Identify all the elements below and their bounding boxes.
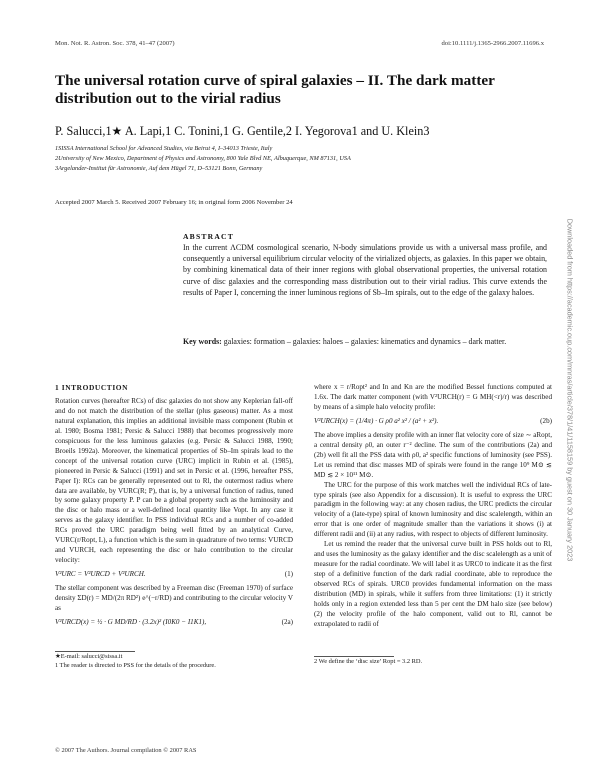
footnotes-left	[55, 651, 293, 670]
footnote-2: 2 We define the ‘disc size’ Ropt = 3.2 RD.	[314, 658, 423, 665]
footnote-1: 1 The reader is directed to PSS for the details of the procedure.	[55, 662, 216, 669]
section-heading: 1 INTRODUCTION	[55, 383, 129, 392]
affiliations	[55, 144, 535, 174]
equation-2b	[314, 417, 552, 427]
equation-2a	[55, 618, 293, 628]
download-watermark	[564, 170, 576, 610]
equation-number: (2b)	[540, 416, 552, 425]
equation-number: (2a)	[281, 617, 293, 626]
paragraph: where x = r/Ropt² and In and Kn are the modified Bessel functions computed at 1.6x. The dark matter component (with V²URCH(r) = G MH(<r)/r) was described by means of a simple halo velocity profile:	[314, 383, 552, 411]
column-right	[314, 383, 552, 630]
equation-number: (1)	[284, 570, 293, 579]
abstract-heading: ABSTRACT	[183, 232, 234, 241]
doi-link[interactable]: doi:10.1111/j.1365-2966.2007.11696.x	[441, 40, 544, 47]
keywords	[183, 336, 547, 347]
copyright-line: © 2007 The Authors. Journal compilation © 2007 RAS	[55, 747, 197, 754]
affiliation-2: 2University of New Mexico, Department of Physics and Astronomy, 800 Yale Blvd NE, Albuquerque, NM 87131, USA	[55, 155, 351, 162]
download-watermark-text: Downloaded from https://academic.oup.com/mnras/article/378/1/41/1158159 by guest on 30 January 2023	[565, 218, 575, 562]
column-left	[55, 383, 293, 632]
equation-text: V²URCD(x) = ½ · G MD/RD · (3.2x)² (I0K0 − I1K1),	[55, 617, 207, 626]
accepted-dates: Accepted 2007 March 5. Received 2007 February 16; in original form 2006 November 24	[55, 199, 293, 206]
paragraph: Rotation curves (hereafter RCs) of disc galaxies do not show any Keplerian fall-off and do not match the distribution of the stellar (plus gaseous) matter. As a most natural explanation, this implies an additional invisible mass component (Rubin et al. 1980; Bosma 1981; Persic & Salucci 1988) that becomes progressively more conspicuous for the less luminous galaxies (e.g. Persic & Salucci 1988, 1990; Broeils 1992a). Moreover, the kinematical properties of Sb–Im spirals lead to the concept of the universal rotation curve (URC) implicit in Rubin et al. (1985), pioneered in Persic & Salucci (1991) and set in Persic et al. (1996, hereafter PSS, Paper I): RCs can be generally represented out to Rl, the outermost radius where data are available, by VURC(R; P), that is, by a universal function of radius, tuned by some galaxy property P. P can be a global property such as the luminosity and the disc or halo mass or a well-defined local quantity like Vopt. In any case it serves as the galaxy identifier. In PSS individual RCs and a number of co-added RCs proved the URC paradigm being well fitted by an analytical Curve, VURC(r/Ropt, L), a function which is the sum in quadrature of two terms: VURCD and VURCH, each representing the disc or halo contribution to the circular velocity:	[55, 396, 293, 565]
paragraph: The above implies a density profile with an inner flat velocity core of size ∼ aRopt, a central density ρ0, an outer r⁻² decline. The sum of the contributions (2a) and (2b) well fit all the PSS data with ρ0, a² specific functions of luminosity (see PSS). Let us remind that disc masses MD of spirals were found in the range 10⁹ M⊙ ≲ MD ≲ 2 × 10¹¹ M⊙.	[314, 430, 552, 479]
footnote-email[interactable]: ★E-mail: salucci@sissa.it	[55, 653, 123, 660]
abstract-text: In the current ΛCDM cosmological scenario, N-body simulations provide us with a universal mass profile, and consequently a universal equilibrium circular velocity of the virialized objects, as galaxies. In this paper we obtain, by combining kinematical data of their inner regions with global observational properties, the universal rotation curve of disc galaxies and the corresponding mass distribution out to their virial radius. This curve extends the results of Paper I, concerning the inner luminous regions of Sb–Im spirals, out to the edge of the galaxy haloes.	[183, 243, 547, 297]
paragraph: The stellar component was described by a Freeman disc (Freeman 1970) of surface density ΣD(r) = MD/(2π RD²) e^(−r/RD) and contributing to the circular velocity V as	[55, 584, 293, 613]
equation-text: V²URCH(x) = (1/4π) · G ρ0 a² x² / (a² + x²).	[314, 416, 439, 425]
affiliation-3: 3Argelander-Institut für Astronomie, Auf dem Hügel 71, D–53121 Bonn, Germany	[55, 165, 263, 172]
equation-text: V²URC = V²URCD + V²URCH.	[55, 570, 146, 579]
footnotes-right	[314, 656, 552, 666]
paragraph: The URC for the purpose of this work matches well the individual RCs of late-type spirals (see also Appendix for a discussion). It is useful to express the URC paradigm in the following way: at any chosen radius, the URC predicts the circular velocity of a (late-type) spiral of known luminosity and disc scalelength, within an error that is one order of magnitude smaller than the variations it shows (i) at different radii and (ii) at any radius, with respect to objects of different luminosity.	[314, 480, 552, 539]
paper-title: The universal rotation curve of spiral galaxies – II. The dark matter distribution out to the virial radius	[55, 72, 495, 107]
journal-citation: Mon. Not. R. Astron. Soc. 378, 41–47 (2007)	[55, 40, 175, 47]
keywords-text: galaxies: formation – galaxies: haloes – galaxies: kinematics and dynamics – dark matter.	[223, 337, 507, 346]
paragraph: Let us remind the reader that the universal curve built in PSS holds out to Rl, and uses the luminosity as the galaxy identifier and the disc scalelength as a unit of measure for the radial coordinate. We will label it as URC0 to indicate it as the first step of a definitive function of the dark radial coordinate, able to reproduce the observed RCs of spirals. URC0 provides fundamental information on the mass distribution (MD) in spirals, while it suffers from three limitations: (1) it strictly holds only in a region extended less than 5 per cent the DM halo size (see below) (2) the velocity profile of the halo component, valid out to Rl, cannot be extrapolated to radii of	[314, 540, 552, 628]
author-list: P. Salucci,1★ A. Lapi,1 C. Tonini,1 G. Gentile,2 I. Yegorova1 and U. Klein3	[55, 124, 430, 138]
equation-1	[55, 570, 293, 580]
keywords-label: Key words:	[183, 337, 222, 346]
affiliation-1: 1SISSA International School for Advanced Studies, via Beirut 4, I–34013 Trieste, Italy	[55, 145, 273, 152]
